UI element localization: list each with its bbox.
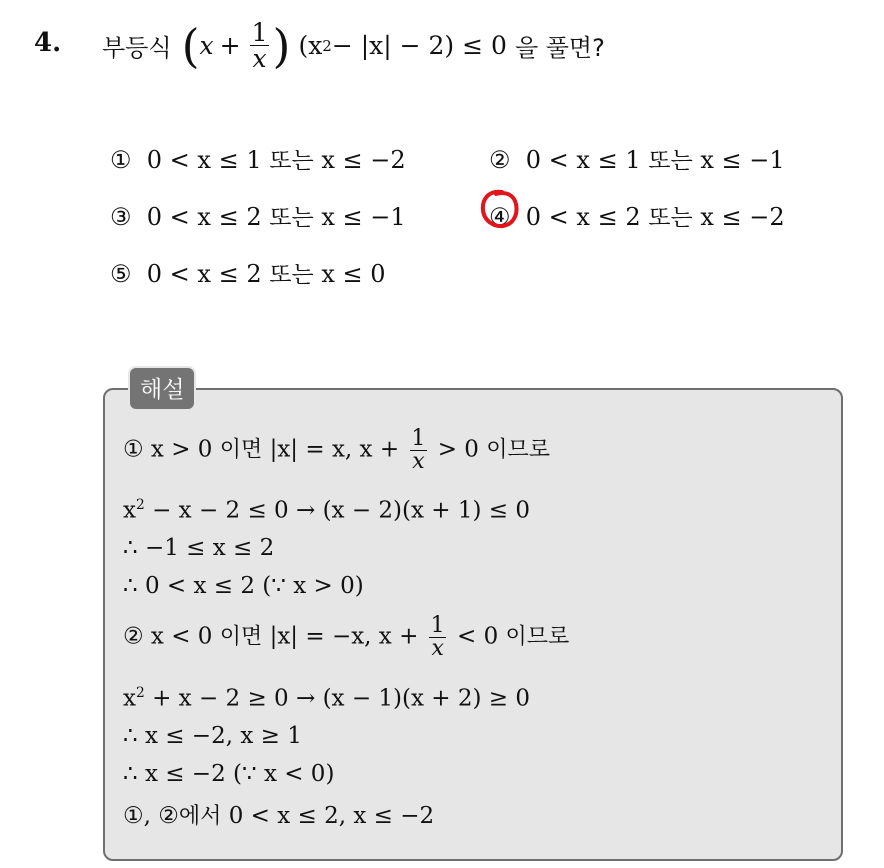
choice-2[interactable] [489, 142, 785, 175]
fraction [250, 20, 270, 71]
choice-connector: 또는 [269, 262, 314, 288]
choice-number: ④ [489, 203, 511, 231]
fraction-denominator: x [252, 44, 267, 73]
sol-math: x [123, 685, 136, 712]
sol-korean: 에서 [178, 804, 222, 829]
choice-text: 0 < x ≤ 2 [525, 203, 641, 231]
choice-number: ⑤ [110, 260, 132, 288]
plus-sign: + [219, 31, 241, 60]
paren-close: ) [272, 18, 291, 73]
sol-korean: 이므로 [505, 624, 570, 650]
choice-text: x ≤ −2 [700, 203, 785, 231]
choice-number: ① [110, 146, 132, 174]
choice-text: 0 < x ≤ 2 [146, 203, 262, 231]
choice-5[interactable] [110, 256, 385, 289]
sol-math: |x| = x, x + [269, 436, 400, 463]
choice-connector: 또는 [269, 205, 314, 231]
choice-1[interactable] [110, 142, 406, 175]
choice-connector: 또는 [648, 148, 693, 174]
paren-open: ( [181, 18, 200, 73]
choice-text: 0 < x ≤ 1 [525, 146, 641, 174]
choice-text: x ≤ −2 [321, 146, 406, 174]
sol-korean: 이면 [219, 437, 263, 463]
fraction [409, 428, 427, 473]
choice-number: ③ [110, 203, 132, 231]
exponent: 2 [322, 36, 332, 55]
choice-text: x ≤ −1 [321, 203, 406, 231]
sol-math: ② x < 0 [123, 623, 213, 650]
sol-math: ①, ② [123, 803, 179, 829]
sol-math: > 0 [437, 436, 479, 463]
solution-line-9 [123, 799, 434, 830]
fraction-denominator: x [412, 449, 425, 474]
fraction-numerator: 1 [411, 426, 426, 451]
choice-text: 0 < x ≤ 1 [146, 146, 262, 174]
solution-line-4: ∴ 0 < x ≤ 2 (∵ x > 0) [123, 573, 364, 599]
solution-line-8: ∴ x ≤ −2 (∵ x < 0) [123, 761, 335, 787]
exponent: 2 [135, 497, 145, 513]
sol-math: 0 < x ≤ 2, x ≤ −2 [221, 803, 435, 829]
choice-text: x ≤ −1 [700, 146, 785, 174]
solution-line-3: ∴ −1 ≤ x ≤ 2 [123, 535, 275, 561]
choice-connector: 또는 [269, 148, 314, 174]
fraction [429, 615, 447, 660]
factor2-open: (x [298, 31, 323, 60]
choice-text: 0 < x ≤ 2 [146, 260, 262, 288]
var-x: x [199, 31, 214, 60]
solution-line-6 [123, 685, 530, 712]
question-text [102, 20, 605, 71]
sol-math: ① x > 0 [123, 436, 213, 463]
choice-text: x ≤ 0 [321, 260, 386, 288]
question-label: 부등식 [102, 34, 172, 62]
fraction-numerator: 1 [430, 613, 445, 638]
sol-korean: 이면 [219, 624, 263, 650]
factor2-rest: − |x| − 2) ≤ 0 [331, 31, 507, 60]
solution-line-5 [123, 615, 569, 660]
sol-korean: 이므로 [486, 437, 551, 463]
solution-line-2 [123, 497, 530, 524]
question-suffix: 을 풀면? [514, 34, 605, 62]
sol-math: − x − 2 ≤ 0 → (x − 2)(x + 1) ≤ 0 [144, 497, 530, 524]
solution-line-1 [123, 428, 550, 473]
fraction-denominator: x [431, 636, 444, 661]
question-number: 4. [34, 28, 62, 58]
sol-math: + x − 2 ≥ 0 → (x − 1)(x + 2) ≥ 0 [144, 685, 530, 712]
sol-math: |x| = −x, x + [269, 623, 419, 650]
choice-number: ② [489, 146, 511, 174]
choice-3[interactable] [110, 199, 406, 232]
sol-math: < 0 [456, 623, 499, 650]
choice-connector: 또는 [648, 205, 693, 231]
fraction-numerator: 1 [251, 18, 268, 47]
solution-line-7: ∴ x ≤ −2, x ≥ 1 [123, 723, 302, 749]
solution-tag: 해설 [128, 366, 196, 411]
exponent: 2 [135, 685, 145, 701]
answer-circle-icon [480, 188, 520, 230]
choice-4[interactable] [489, 199, 785, 232]
sol-math: x [123, 497, 136, 524]
